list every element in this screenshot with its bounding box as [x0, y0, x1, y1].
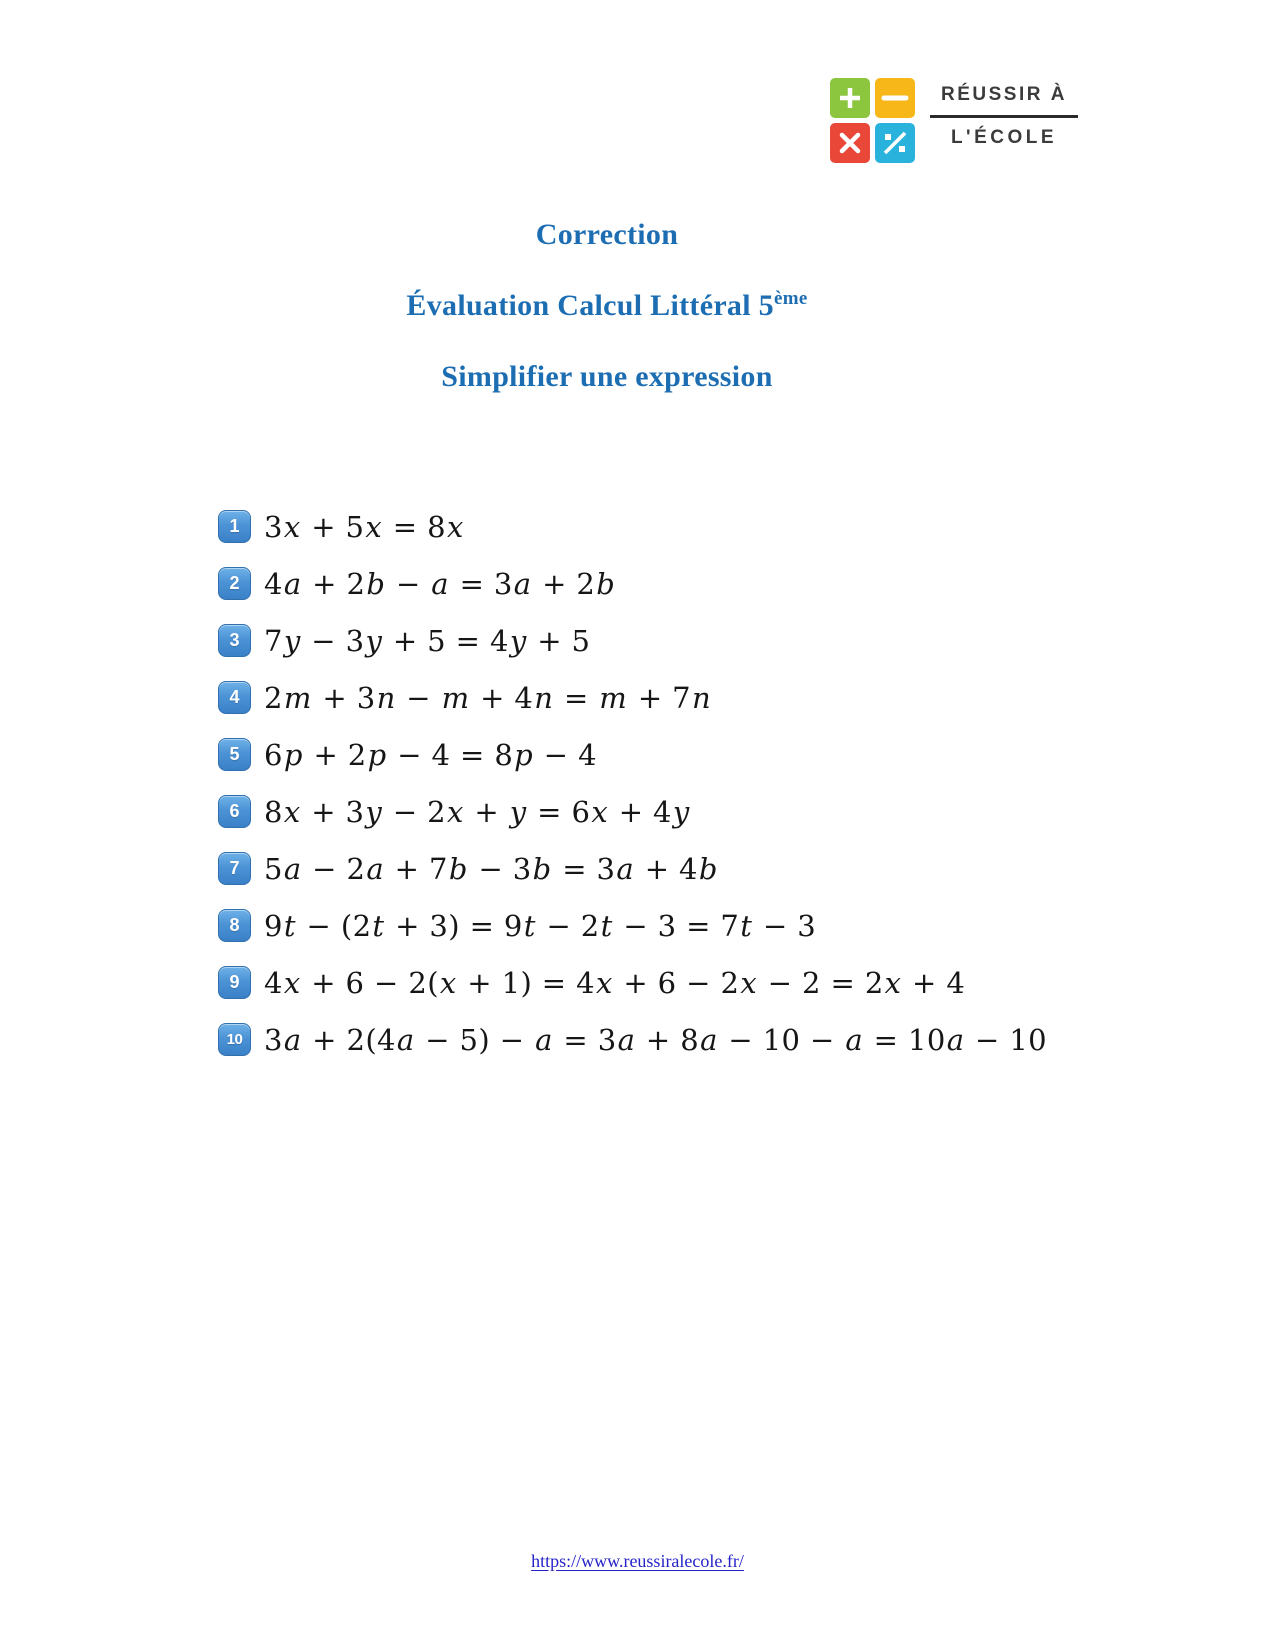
- exercise-equation: 3a + 2(4a − 5) − a = 3a + 8a − 10 − a = 10a − 10: [264, 1022, 1048, 1057]
- exercise-number-badge: 10: [218, 1023, 251, 1056]
- brand-name-line2: L'ÉCOLE: [950, 127, 1058, 148]
- exercise-equation: 9t − (2t + 3) = 9t − 2t − 3 = 7t − 3: [264, 908, 817, 943]
- exercise-row: [218, 840, 1047, 897]
- exercise-row: [218, 1011, 1047, 1068]
- brand-divider: [930, 115, 1078, 118]
- exercise-row: [218, 612, 1047, 669]
- exercise-equation: 7y − 3y + 5 = 4y + 5: [264, 623, 591, 658]
- exercise-number-badge: 4: [218, 681, 251, 714]
- exercise-row: [218, 726, 1047, 783]
- exercise-number-badge: 6: [218, 795, 251, 828]
- exercise-row: [218, 498, 1047, 555]
- plus-icon: [836, 84, 864, 112]
- brand-logo: [830, 78, 1078, 163]
- exercise-number-badge: 2: [218, 567, 251, 600]
- title-evaluation-superscript: ème: [773, 288, 808, 309]
- logo-tiles: [830, 78, 915, 163]
- exercise-equation: 4a + 2b − a = 3a + 2b: [264, 566, 616, 601]
- title-evaluation-main: Évaluation Calcul Littéral 5: [406, 289, 774, 322]
- exercise-equation: 5a − 2a + 7b − 3b = 3a + 4b: [264, 851, 718, 886]
- exercise-number-badge: 3: [218, 624, 251, 657]
- title-block: [0, 218, 1214, 431]
- exercise-equation: 2m + 3n − m + 4n = m + 7n: [264, 680, 712, 715]
- exercise-list: [218, 498, 1047, 1068]
- multiply-tile: [830, 123, 870, 163]
- title-simplifier: Simplifier une expression: [441, 360, 773, 393]
- multiply-icon: [836, 129, 864, 157]
- website-link[interactable]: https://www.reussiralecole.fr/: [531, 1551, 744, 1571]
- exercise-number-badge: 1: [218, 510, 251, 543]
- exercise-equation: 4x + 6 − 2(x + 1) = 4x + 6 − 2x − 2 = 2x + 4: [264, 965, 966, 1000]
- plus-tile: [830, 78, 870, 118]
- brand-text: [930, 78, 1078, 149]
- exercise-equation: 6p + 2p − 4 = 8p − 4: [264, 737, 597, 772]
- percent-icon: [881, 129, 909, 157]
- percent-tile: [875, 123, 915, 163]
- exercise-row: [218, 783, 1047, 840]
- exercise-equation: 3x + 5x = 8x: [264, 509, 464, 544]
- exercise-equation: 8x + 3y − 2x + y = 6x + 4y: [264, 794, 690, 829]
- exercise-row: [218, 897, 1047, 954]
- exercise-number-badge: 9: [218, 966, 251, 999]
- exercise-number-badge: 8: [218, 909, 251, 942]
- exercise-row: [218, 669, 1047, 726]
- title-evaluation: [0, 289, 1214, 323]
- minus-tile: [875, 78, 915, 118]
- title-correction: Correction: [535, 218, 679, 251]
- exercise-number-badge: 5: [218, 738, 251, 771]
- exercise-row: [218, 555, 1047, 612]
- exercise-number-badge: 7: [218, 852, 251, 885]
- exercise-row: [218, 954, 1047, 1011]
- minus-icon: [881, 84, 909, 112]
- brand-name-line1: RÉUSSIR À: [941, 84, 1067, 105]
- page-footer: [0, 1551, 1275, 1572]
